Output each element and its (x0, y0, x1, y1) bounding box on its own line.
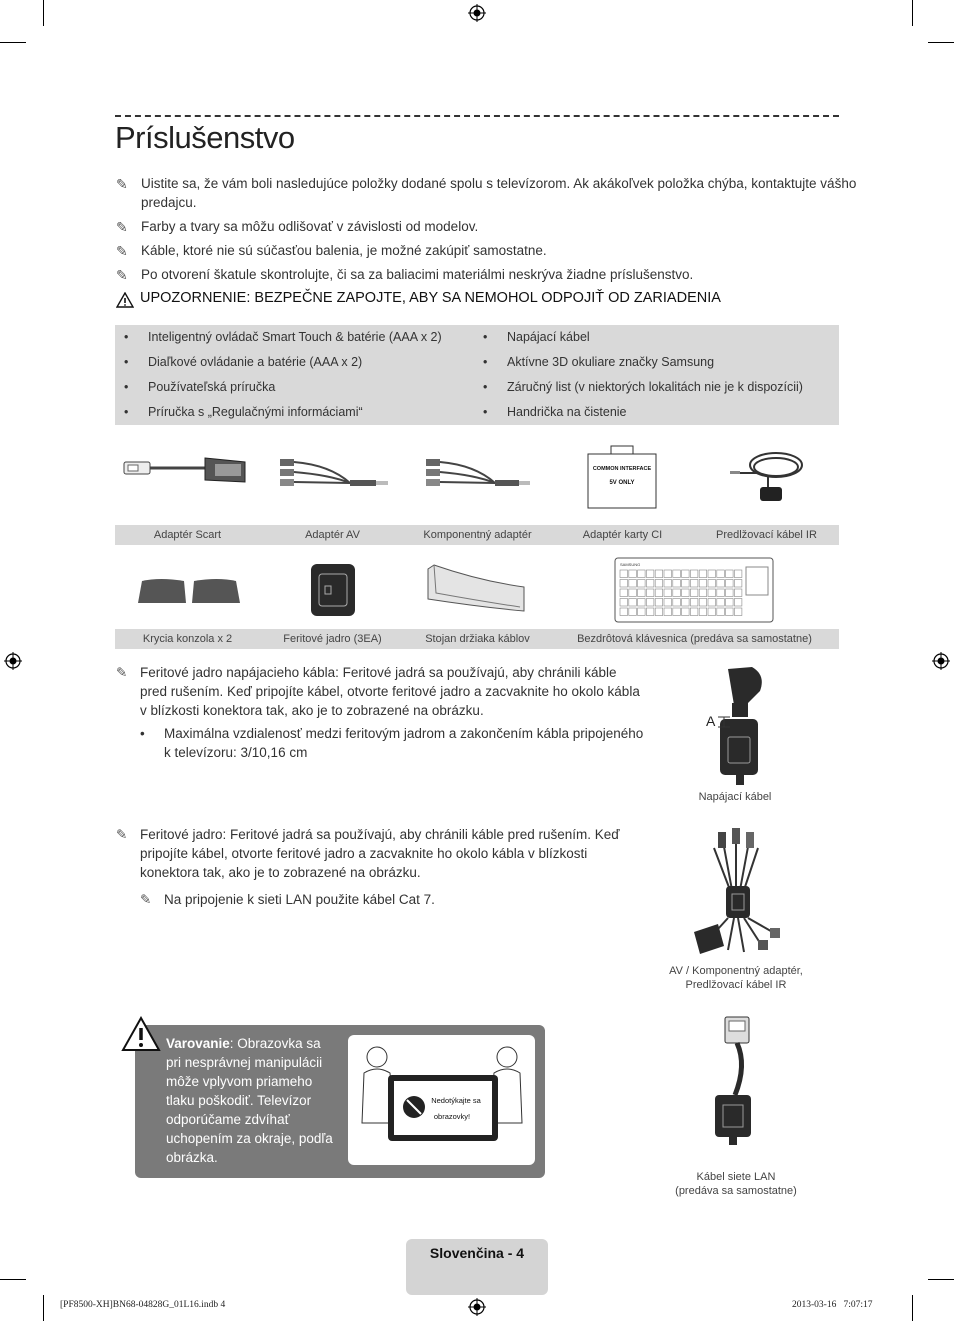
list-item: • Inteligentný ovládač Smart Touch & batérie (AAA x 2) (124, 330, 442, 344)
pencil-icon: ✎ (116, 176, 128, 192)
page-title: Príslušenstvo (115, 120, 295, 155)
people-lifting-tv-image (352, 1043, 532, 1163)
cover-bracket-image (134, 575, 244, 605)
bullet-line: k televízoru: 3/10,16 cm (164, 745, 308, 760)
caption: Krycia konzola x 2 (142, 633, 233, 645)
tv-warning-text: Nedotýkajte sa (431, 1096, 481, 1105)
list-item: • Diaľkové ovládanie a batérie (AAA x 2) (124, 355, 363, 369)
crop-mark (0, 1279, 26, 1280)
pencil-icon: ✎ (140, 892, 152, 907)
list-item: • Aktívne 3D okuliare značky Samsung (483, 355, 715, 369)
figure-caption: AV / Komponentný adaptér, Predlžovací kábel IR (669, 965, 803, 991)
av-adapter-image (270, 455, 392, 490)
note-text: Uistite sa, že vám boli nasledujúce položky dodané spolu s televízorom. Ak akákoľvek položka chýba, kontaktujte vášho (141, 176, 857, 191)
crop-mark (928, 1279, 954, 1280)
list-item: • Napájací kábel (483, 330, 590, 344)
note-text: predajcu. (141, 195, 197, 210)
list-item: • Handrička na čistenie (483, 405, 627, 419)
ci-card-text: COMMON INTERFACE (592, 466, 652, 472)
pencil-icon: ✎ (116, 665, 128, 680)
caption: Stojan držiaka káblov (425, 633, 530, 645)
pencil-icon: ✎ (116, 267, 128, 283)
crop-mark (912, 1295, 913, 1321)
crop-mark (0, 42, 26, 43)
warning-triangle-icon (116, 292, 134, 308)
cable-holder-stand-image (420, 563, 532, 615)
keyboard-brand-text: SAMSUNG (620, 562, 641, 567)
note-line: v blízkosti konektora tak, ako je to zobrazené na obrázku. (140, 703, 484, 718)
list-item: • Používateľská príručka (124, 380, 276, 394)
warning-text: Varovanie: Obrazovka sa pri nesprávnej manipulácii môže vplyvom priameho tlaku poškodiť. Televízor odporúčame zdvíhať uchopením za okraje, podľa obrázka. (166, 1036, 333, 1165)
heading-rule (115, 115, 839, 117)
note-line: pred rušením. Keď pripojíte kábel, otvorte feritové jadro a zacvaknite ho okolo kábla (140, 684, 640, 699)
ir-extender-cable-image (728, 443, 806, 505)
note-text: Káble, ktoré nie sú súčasťou balenia, je možné zakúpiť samostatne. (141, 243, 547, 258)
registration-mark-icon (468, 4, 486, 22)
list-item: • Záručný list (v niektorých lokalitách nie je k dispozícii) (483, 380, 803, 394)
bullet-line: Maximálna vzdialenosť medzi feritovým jadrom a zakončením kábla pripojeného (164, 726, 644, 741)
registration-mark-icon (932, 652, 950, 670)
note (116, 175, 857, 215)
caption: Adaptér AV (305, 529, 360, 541)
ci-card-text: 5V ONLY (609, 480, 635, 486)
caption: Adaptér karty CI (582, 529, 663, 541)
crop-mark (43, 0, 44, 26)
registration-mark-icon (4, 652, 22, 670)
tv-warning-text: obrazovky! (433, 1112, 471, 1121)
note-line: Feritové jadro: Feritové jadrá sa používajú, aby chránili káble pred rušením. Keď (140, 827, 620, 842)
note-text: Po otvorení škatule skontrolujte, či sa za baliacimi materiálmi neskrýva žiadne príslušenstvo. (141, 267, 694, 282)
caption: Predlžovací kábel IR (716, 529, 817, 541)
note-text: Farby a tvary sa môžu odlišovať v závislosti od modelov. (141, 219, 479, 234)
component-adapter-image (420, 455, 532, 490)
pencil-icon: ✎ (116, 827, 128, 842)
warning-exclamation-icon (121, 1016, 161, 1052)
note-line: Feritové jadro napájacieho kábla: Feritové jadrá sa používajú, aby chránili káble (140, 665, 617, 680)
pencil-icon: ✎ (116, 219, 128, 235)
caption: Komponentný adaptér (423, 529, 532, 541)
crop-mark (43, 1295, 44, 1321)
av-cable-ferrite-image (688, 828, 788, 958)
caption: Feritové jadro (3EA) (283, 633, 382, 645)
ferrite-core-image (309, 562, 357, 618)
note-line: Na pripojenie k sieti LAN použite kábel Cat 7. (164, 892, 435, 907)
wireless-keyboard-image (614, 557, 774, 623)
accessories-list-left (124, 325, 442, 425)
dimension-label-a: A (706, 713, 716, 729)
registration-mark-icon (468, 1298, 486, 1316)
print-info-left: [PF8500-XH]BN68-04828G_01L16.indb 4 (60, 1300, 226, 1310)
note-line: konektora tak, ako je to zobrazené na obrázku. (140, 865, 421, 880)
caution-heading: UPOZORNENIE: BEZPEČNE ZAPOJTE, ABY SA NEMOHOL ODPOJIŤ OD ZARIADENIA (140, 290, 721, 306)
scart-adapter-image (120, 450, 255, 490)
pencil-icon: ✎ (116, 243, 128, 259)
list-item: • Príručka s „Regulačnými informáciami“ (124, 405, 363, 419)
note-line: pripojíte kábel, otvorte feritové jadro a zacvaknite ho okolo kábla v blízkosti (140, 846, 588, 861)
lan-cable-ferrite-image (705, 1015, 765, 1145)
caption: Bezdrôtová klávesnica (predáva sa samostatne) (577, 633, 812, 645)
crop-mark (928, 42, 954, 43)
warning-title: Varovanie (166, 1036, 230, 1051)
crop-mark (912, 0, 913, 26)
figure-caption: Napájací kábel (698, 791, 772, 803)
page-number: Slovenčina - 4 (429, 1245, 525, 1261)
figure-caption: Kábel siete LAN (predáva sa samostatne) (675, 1171, 797, 1197)
print-info-right: 2013-03-16 7:07:17 (792, 1300, 873, 1310)
accessories-list-right (483, 325, 803, 425)
caption: Adaptér Scart (153, 529, 222, 541)
ci-card-adapter-image (585, 444, 660, 510)
